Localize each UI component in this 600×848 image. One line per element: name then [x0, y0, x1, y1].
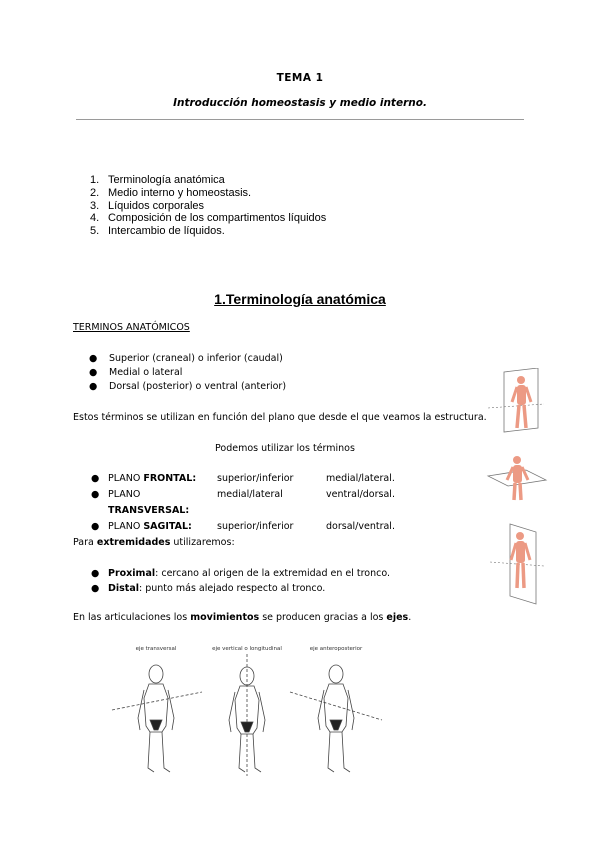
terms-intro: Podemos utilizar los términos [215, 443, 355, 454]
toc-item: 4. Composición de los compartimentos líquidos [90, 212, 327, 225]
body-figure-transversal-axis [112, 665, 202, 772]
list-item: ● Proximal: cercano al origen de la extremidad en el tronco. [91, 568, 391, 579]
sagittal-plane-figure [488, 522, 546, 608]
axis-label-vertical: eje vertical o longitudinal [212, 646, 282, 652]
section-subheading: TERMINOS ANATÓMICOS [73, 322, 190, 333]
list-item: ● Superior (craneal) o inferior (caudal) [89, 353, 283, 364]
toc-item: 3. Líquidos corporales [90, 199, 205, 212]
frontal-plane-figure [486, 368, 546, 440]
list-item: ● Distal: punto más alejado respecto al tronco. [91, 583, 326, 594]
list-item: ● PLANO SAGITAL: superior/inferior dorsal/ventral. [91, 521, 395, 532]
list-item: ● PLANO TRANSVERSAL: medial/lateral ventral/dorsal. [91, 489, 395, 516]
document-title: TEMA 1 [276, 72, 324, 84]
axis-label-transversal: eje transversal [135, 646, 177, 652]
toc-item: 5. Intercambio de líquidos. [90, 225, 225, 238]
table-of-contents [90, 174, 326, 238]
header-divider [76, 119, 524, 120]
section-heading: 1.Terminología anatómica [214, 291, 386, 307]
axis-label-anteroposterior: eje anteroposterior [309, 646, 363, 652]
movement-sentence: En las articulaciones los movimientos se producen gracias a los ejes. [73, 612, 412, 623]
list-item: ● PLANO FRONTAL: superior/inferior medial/lateral. [91, 473, 395, 484]
axes-figure [110, 640, 400, 778]
terms-list [89, 352, 286, 394]
document-subtitle: Introducción homeostasis y medio interno. [173, 97, 427, 109]
plane-explanation: Estos términos se utilizan en función del plano que desde el que veamos la estructura. [73, 412, 487, 423]
extremities-intro: Para extremidades utilizaremos: [73, 537, 235, 548]
list-item: ● Dorsal (posterior) o ventral (anterior) [89, 381, 287, 392]
list-item: ● Medial o lateral [89, 367, 183, 378]
transversal-plane-figure [486, 452, 548, 502]
toc-item: 2. Medio interno y homeostasis. [90, 186, 252, 199]
toc-item: 1. Terminología anatómica [90, 174, 225, 186]
planes-list [91, 471, 395, 535]
body-figure-anteroposterior-axis [290, 665, 382, 772]
extremities-list [91, 566, 390, 596]
body-figure-vertical-axis [229, 654, 265, 776]
